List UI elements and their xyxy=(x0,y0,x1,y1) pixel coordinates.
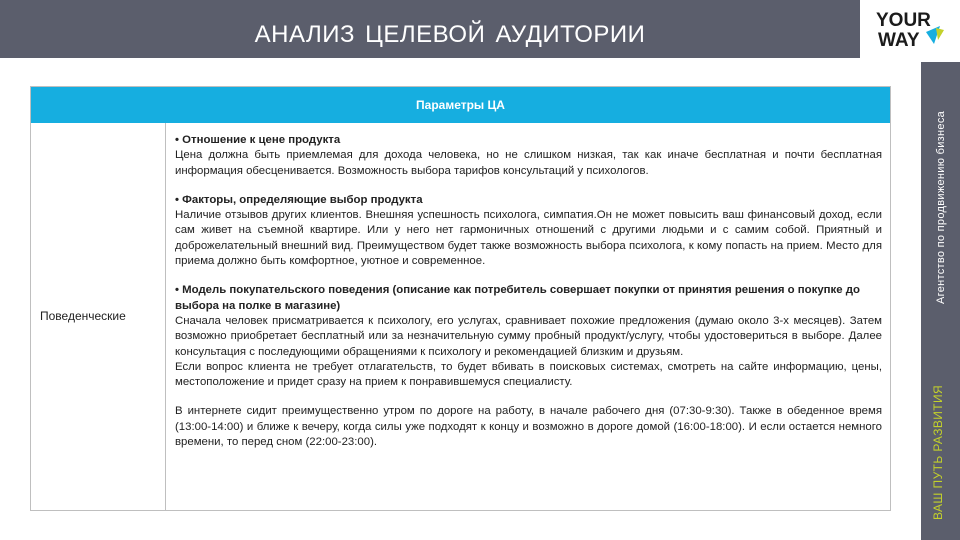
logo-line2: WAY xyxy=(878,30,920,51)
logo-line1: YOUR xyxy=(876,10,931,31)
section-price-attitude xyxy=(175,133,882,179)
section-body: Сначала человек присматривается к психологу, его услугах, сравнивает похожие предложения (думаю около 3-х месяцев). Затем возможно приобретает бесплатный или за незначительную сумму пробный продукт/услугу, чтобы удостовериться в выборе. Далее консультация с последующими обращениями к психологу и рекомендацией близким и друзьям. xyxy=(175,314,882,358)
section-heading: • Отношение к цене продукта xyxy=(175,134,341,146)
section-body: В интернете сидит преимущественно утром по дороге на работу, в начале рабочего дня (07:30-9:30). Также в обеденное время (13:00-14:00) и ближе к вечеру, когда силы уже подходят к концу и возможно в дороге домой (16:00-18:00). И если остается немного времени, то перед сном (22:00-23:00). xyxy=(175,405,882,449)
side-slogan: ВАШ ПУТЬ РАЗВИТИЯ xyxy=(931,384,945,520)
section-online-time xyxy=(175,404,882,450)
section-heading: • Модель покупательского поведения (описание как потребитель совершает покупки от принятия решения о покупке до выбора на полке в магазине) xyxy=(175,284,860,312)
section-body-extra: Если вопрос клиента не требует отлагательств, то будет вбивать в поисковых системах, смотреть на сайте информацию, цены, местоположение и придет сразу на прием к понравившемуся специалисту. xyxy=(175,360,882,389)
row-label-cell xyxy=(31,123,166,510)
logo-arrow-green xyxy=(936,28,944,40)
section-choice-factors xyxy=(175,193,882,269)
section-body: Наличие отзывов других клиентов. Внешняя успешность психолога, симпатия.Он не может повысить ваш финансовый доход, если сам живет на съемной квартире. Или у него нет гармоничных отношений с другими людьми и с самим собой. Приятный и доброжелательный внешний вид. Преимуществом будет также возможность выбора психолога, к кому попасть на прием. Место для приема должно быть комфортное, уютное и современное. xyxy=(175,209,882,268)
section-body: Цена должна быть приемлемая для дохода человека, но не слишком низкая, так как иначе бесплатная и почти бесплатная информация обесценивается. Возможность выбора тарифов консультаций у психологов. xyxy=(175,149,882,177)
your-way-logo-icon xyxy=(874,8,954,52)
side-agency-text: Агентство по продвижению бизнеса xyxy=(935,110,947,304)
row-label: Поведенческие xyxy=(40,309,126,323)
row-content-cell xyxy=(166,123,890,510)
logo xyxy=(860,0,960,58)
audience-table xyxy=(30,86,891,511)
table-header: Параметры ЦА xyxy=(31,87,890,123)
section-buying-behavior xyxy=(175,283,882,390)
section-heading: • Факторы, определяющие выбор продукта xyxy=(175,193,423,206)
page-title: АНАЛИЗ ЦЕЛЕВОЙ АУДИТОРИИ xyxy=(254,21,646,48)
